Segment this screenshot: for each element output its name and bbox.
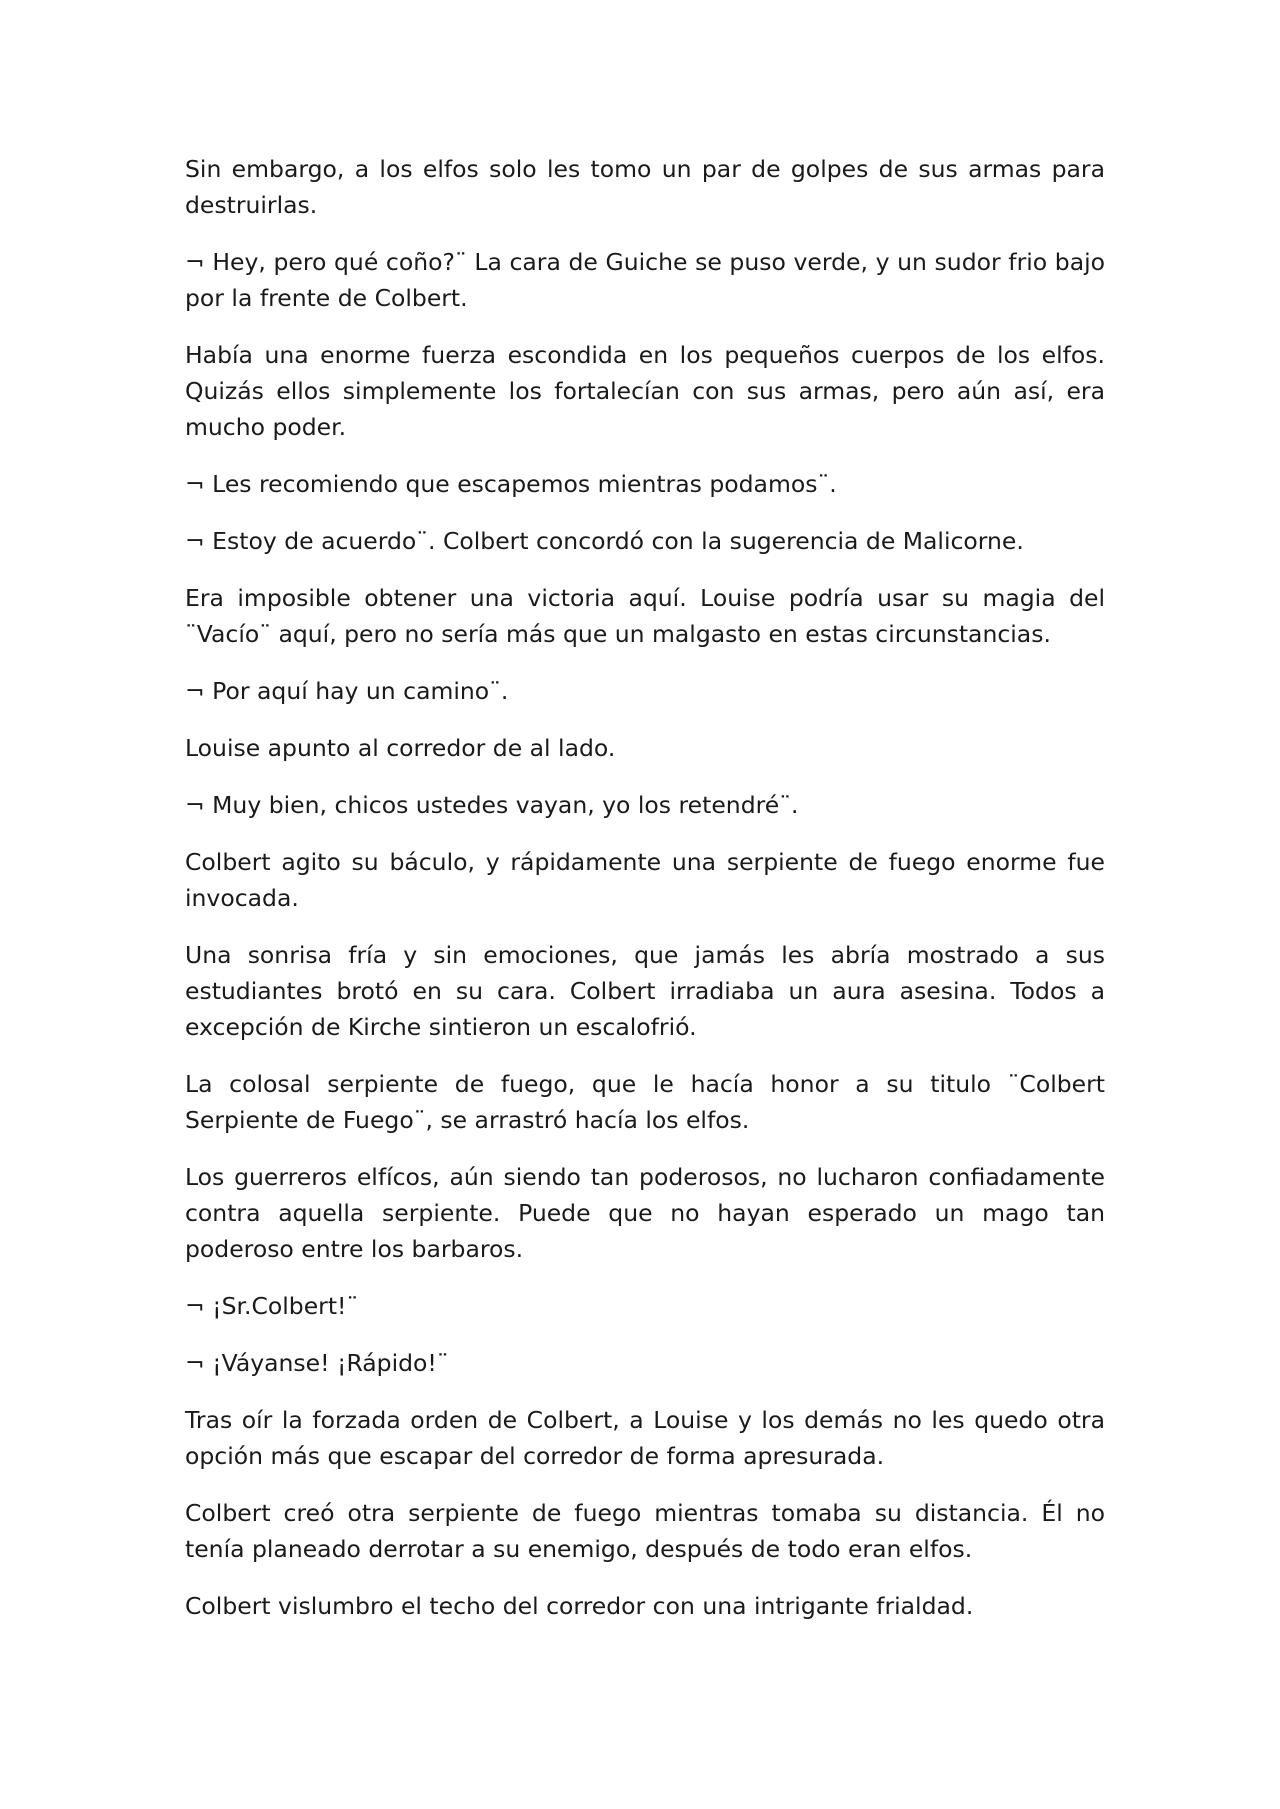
dialogue-paragraph: ¬ Estoy de acuerdo¨. Colbert concordó con la sugerencia de Malicorne. <box>185 527 1024 555</box>
dialogue-paragraph: ¬ Por aquí hay un camino¨. <box>185 677 509 705</box>
paragraph: Colbert vislumbro el techo del corredor con una intrigante frialdad. <box>185 1592 974 1620</box>
paragraph: La colosal serpiente de fuego, que le hacía honor a su titulo ¨Colbert Serpiente de Fuego¨, se arrastró hacía los elfos. <box>185 1070 1105 1134</box>
dialogue-paragraph: ¬ ¡Sr.Colbert!¨ <box>185 1292 359 1320</box>
paragraph: Tras oír la forzada orden de Colbert, a Louise y los demás no les quedo otra opción más que escapar del corredor de forma apresurada. <box>185 1406 1105 1470</box>
paragraph: Sin embargo, a los elfos solo les tomo un par de golpes de sus armas para destruirlas. <box>185 155 1105 219</box>
dialogue-paragraph: ¬ Les recomiendo que escapemos mientras podamos¨. <box>185 470 837 498</box>
paragraph: Colbert creó otra serpiente de fuego mientras tomaba su distancia. Él no tenía planeado derrotar a su enemigo, después de todo eran elfos. <box>185 1499 1105 1563</box>
paragraph: Colbert agito su báculo, y rápidamente una serpiente de fuego enorme fue invocada. <box>185 848 1105 912</box>
paragraph: Louise apunto al corredor de al lado. <box>185 734 616 762</box>
paragraph: Había una enorme fuerza escondida en los pequeños cuerpos de los elfos. Quizás ellos simplemente los fortalecían con sus armas, pero aún así, era mucho poder. <box>185 341 1105 441</box>
paragraph: Era imposible obtener una victoria aquí. Louise podría usar su magia del ¨Vacío¨ aquí, pero no sería más que un malgasto en estas circunstancias. <box>185 584 1105 648</box>
paragraph: Una sonrisa fría y sin emociones, que jamás les abría mostrado a sus estudiantes brotó en su cara. Colbert irradiaba un aura asesina. Todos a excepción de Kirche sintieron un escalofrió. <box>185 941 1105 1041</box>
paragraph: Los guerreros elfícos, aún siendo tan poderosos, no lucharon confiadamente contra aquella serpiente. Puede que no hayan esperado un mago tan poderoso entre los barbaros. <box>185 1163 1105 1263</box>
dialogue-paragraph: ¬ ¡Váyanse! ¡Rápido!¨ <box>185 1349 449 1377</box>
dialogue-paragraph: ¬ Hey, pero qué coño?¨ La cara de Guiche se puso verde, y un sudor frio bajo por la frente de Colbert. <box>185 248 1105 312</box>
document-body <box>185 151 1105 1645</box>
dialogue-paragraph: ¬ Muy bien, chicos ustedes vayan, yo los retendré¨. <box>185 791 799 819</box>
